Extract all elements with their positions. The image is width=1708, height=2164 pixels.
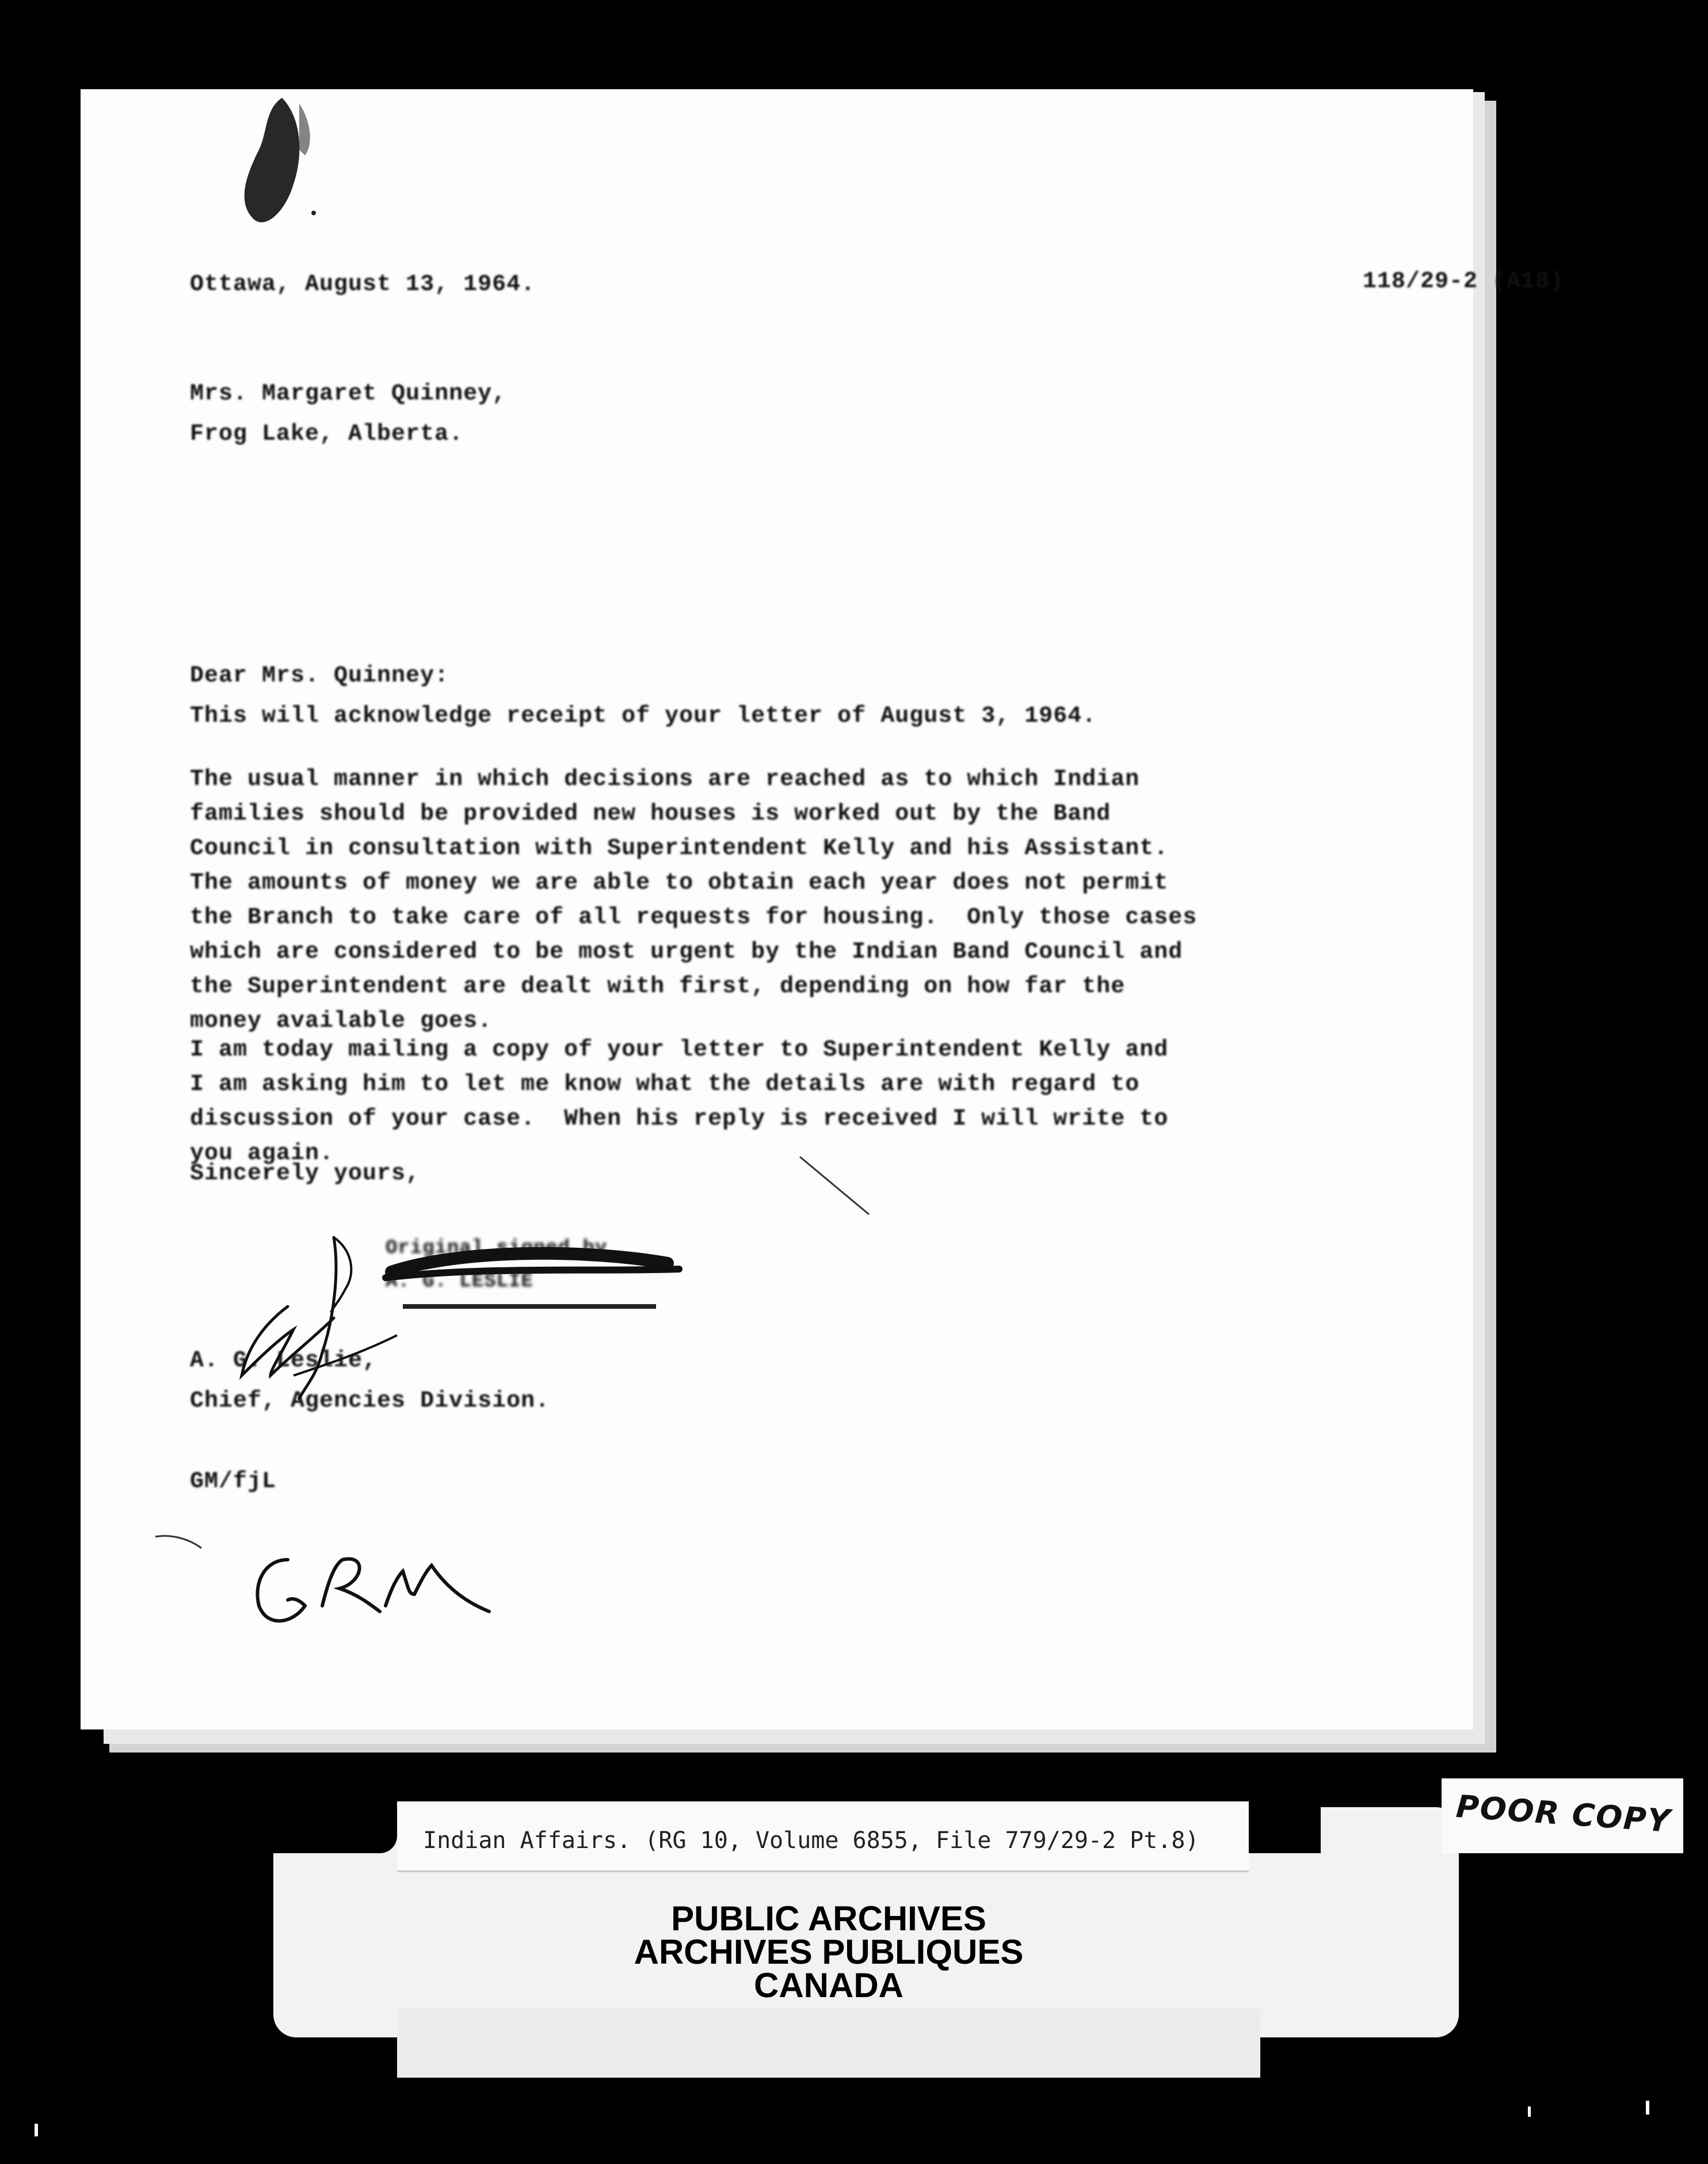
- handwritten-initials-text: [0, 0, 1, 1]
- archive-name-fr: ARCHIVES PUBLIQUES: [634, 1933, 1024, 1971]
- letter-date: Ottawa, August 13, 1964.: [190, 272, 536, 298]
- paragraph-follow-up: I am today mailing a copy of your letter to Superintendent Kelly and I am asking him to let me know what the details are with regard to discussion of your case. When his reply is received I will write to you again.: [190, 1037, 1169, 1167]
- label-slot-left: [273, 1807, 397, 1853]
- archive-label-tab: [397, 2009, 1260, 2078]
- ink-smudge-icon: [213, 81, 328, 242]
- signatory-name: A. G. Leslie,: [190, 1348, 378, 1374]
- film-speck: [1646, 2101, 1649, 2115]
- film-speck: [35, 2124, 38, 2136]
- closing: Sincerely yours,: [190, 1161, 421, 1187]
- recipient-name: Mrs. Margaret Quinney,: [190, 381, 507, 407]
- recipient-address: [190, 374, 506, 455]
- poor-copy-note: POOR COPY: [1455, 1788, 1672, 1839]
- file-reference: 118/29-2 (A18): [1362, 269, 1564, 295]
- signatory-block: [190, 1341, 550, 1422]
- label-slot-right: [1249, 1807, 1321, 1853]
- typist-initials: GM/fjL: [190, 1469, 277, 1495]
- archive-name-en: PUBLIC ARCHIVES: [671, 1899, 986, 1938]
- handwritten-initials: [219, 1508, 518, 1652]
- film-speck: [1528, 2106, 1531, 2117]
- struck-line-1: Original signed by: [386, 1237, 608, 1259]
- salutation: Dear Mrs. Quinney:: [190, 663, 449, 689]
- archive-reference: Indian Affairs. (RG 10, Volume 6855, File 779/29-2 Pt.8): [423, 1827, 1199, 1854]
- signatory-title: Chief, Agencies Division.: [190, 1388, 550, 1414]
- paragraph-housing-decisions: The usual manner in which decisions are reached as to which Indian families should be provided new houses is worked out by the Band Council in consultation with Superintendent Kelly and his Assistant. The amounts of money we are able to obtain each year does not permit the Branch to take care of all requests for housing. Only those cases which are considered to be most urgent by the Indian Band Council and the Superintendent are dealt with first, depending on how far the money available goes.: [190, 767, 1198, 1034]
- archive-name: [397, 1899, 1260, 2005]
- archive-country: CANADA: [754, 1966, 903, 2005]
- paragraph-acknowledgement: This will acknowledge receipt of your letter of August 3, 1964.: [190, 703, 1097, 729]
- struck-line-2: A. G. LESLIE: [386, 1271, 533, 1293]
- margin-mark: [144, 1525, 213, 1560]
- pen-stroke: [794, 1151, 880, 1220]
- recipient-location: Frog Lake, Alberta.: [190, 421, 464, 447]
